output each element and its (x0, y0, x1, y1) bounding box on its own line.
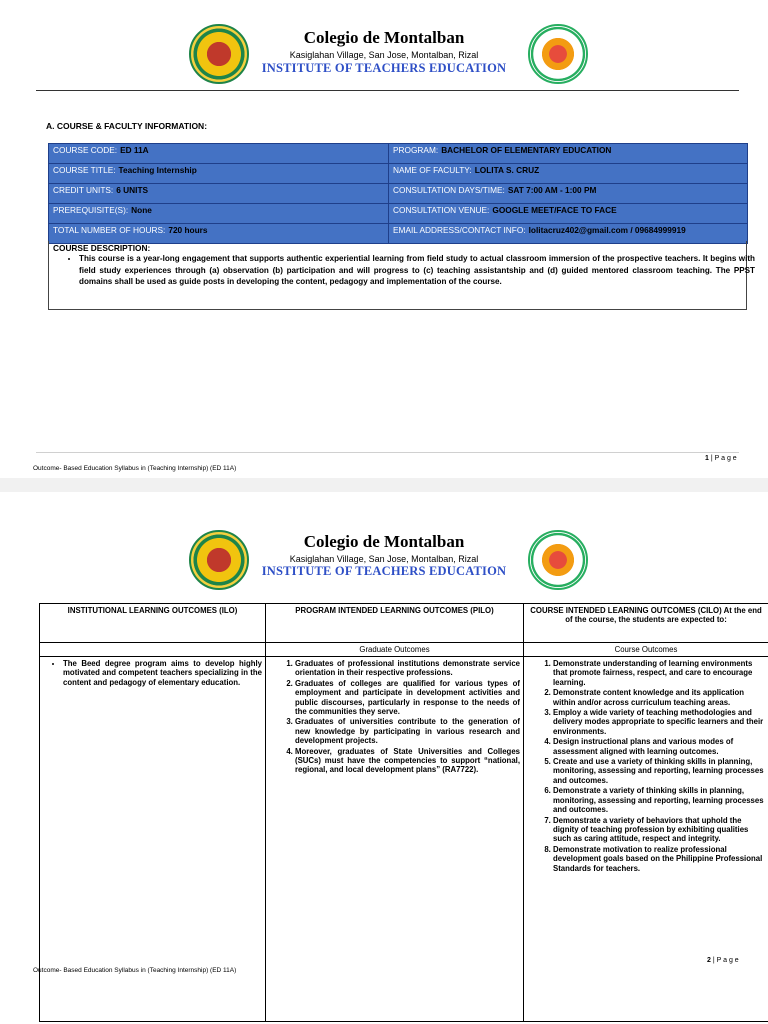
page-1 (0, 0, 768, 490)
school-address: Kasiglahan Village, San Jose, Montalban, Rizal (289, 50, 479, 60)
faculty-cell: NAME OF FACULTY: LOLITA S. CRUZ (389, 164, 748, 184)
table-header-row (40, 604, 768, 643)
cilo-item: 5. Create and use a variety of thinking skills in planning, monitoring, assessing and reporting, learning processes and outcomes. (553, 757, 765, 785)
course-description-text: • This course is a year-long engagement that supports authentic experiential learning from field study to actual classroom immersion of the prospective teachers. It begins with field study experiences through (a) observation (b) participation and will progress to (c) teaching assistantship and (d) guided mentored classroom teaching. The PPST domains shall be used as guide posts in developing the content, pedagogy and implementation of the course. (79, 253, 755, 288)
course-info-table (48, 143, 748, 244)
ilo-item: • The Beed degree program aims to develop highly motivated and competent teachers specializing in the content and pedagogy of elementary education. (63, 659, 262, 687)
cilo-header: COURSE INTENDED LEARNING OUTCOMES (CILO) At the end of the course, the students are expected to: (524, 604, 768, 643)
course-description-list (67, 253, 755, 288)
institute-name: INSTITUTE OF TEACHERS EDUCATION (261, 564, 507, 578)
prerequisite-cell: PREREQUISITE(S): None (49, 204, 389, 224)
pilo-item: 1. Graduates of professional institutions demonstrate service orientation in their respective professions. (295, 659, 520, 678)
consultation-venue-cell: CONSULTATION VENUE: GOOGLE MEET/FACE TO FACE (389, 204, 748, 224)
page-header (0, 490, 768, 578)
footer-text: Outcome- Based Education Syllabus in (Teaching Internship) (ED 11A) (33, 967, 237, 974)
table-row (49, 164, 748, 184)
cilo-subheader: Course Outcomes (524, 643, 768, 657)
ilo-header: INSTITUTIONAL LEARNING OUTCOMES (ILO) (40, 604, 266, 643)
cilo-item: 4. Design instructional plans and various modes of assessment aligned with learning outcomes. (553, 737, 765, 756)
table-row (49, 184, 748, 204)
pilo-cell (266, 657, 524, 1022)
cilo-item: 2. Demonstrate content knowledge and its application within and/or across curriculum teaching areas. (553, 688, 765, 707)
school-address: Kasiglahan Village, San Jose, Montalban, Rizal (289, 554, 479, 564)
cilo-cell (524, 657, 768, 1022)
contact-info-cell: EMAIL ADDRESS/CONTACT INFO: lolitacruz402@gmail.com / 09684999919 (389, 224, 748, 244)
table-subheader-row (40, 643, 768, 657)
total-hours-cell: TOTAL NUMBER OF HOURS: 720 hours (49, 224, 389, 244)
cilo-item: 6. Demonstrate a variety of thinking skills in planning, monitoring, assessing and reporting, learning processes and outcomes. (553, 786, 765, 814)
credit-units-cell: CREDIT UNITS: 6 UNITS (49, 184, 389, 204)
pilo-item: 3. Graduates of universities contribute to the generation of new knowledge by participating in various research and development projects. (295, 717, 520, 745)
course-title-cell: COURSE TITLE: Teaching Internship (49, 164, 389, 184)
course-description-box (48, 241, 755, 310)
footer-divider (36, 452, 739, 453)
learning-outcomes-table (39, 603, 768, 1022)
table-row (49, 144, 748, 164)
ilo-subheader (40, 643, 266, 657)
pilo-subheader: Graduate Outcomes (266, 643, 524, 657)
section-title: A. COURSE & FACULTY INFORMATION: (46, 121, 208, 131)
course-description-title: COURSE DESCRIPTION: (53, 243, 151, 253)
institute-name: INSTITUTE OF TEACHERS EDUCATION (261, 61, 507, 75)
page-number: 1 | P a g e (705, 455, 737, 462)
school-name: Colegio de Montalban (303, 28, 465, 47)
program-cell: PROGRAM: BACHELOR OF ELEMENTARY EDUCATION (389, 144, 748, 164)
footer-text: Outcome- Based Education Syllabus in (Teaching Internship) (ED 11A) (33, 465, 237, 472)
cilo-item: 7. Demonstrate a variety of behaviors that uphold the dignity of teaching profession by exhibiting qualities such as caring attitude, respect and integrity. (553, 816, 765, 844)
consultation-time-cell: CONSULTATION DAYS/TIME: SAT 7:00 AM - 1:00 PM (389, 184, 748, 204)
table-row (49, 204, 748, 224)
pilo-item: 4. Moreover, graduates of State Universities and Colleges (SUCs) must have the competencies to support “national, regional, and local development plans” (RA7722). (295, 747, 520, 775)
school-name: Colegio de Montalban (303, 532, 465, 551)
page-header (0, 0, 768, 80)
header-divider (36, 90, 739, 91)
course-code-cell: COURSE CODE: ED 11A (49, 144, 389, 164)
cilo-item: 8. Demonstrate motivation to realize professional development goals based on the Philippine Professional Standards for teachers. (553, 845, 765, 873)
page-number: 2 | P a g e (707, 957, 739, 964)
cilo-item: 3. Employ a wide variety of teaching methodologies and delivery modes appropriate to specific learners and their environments. (553, 708, 765, 736)
pilo-header: PROGRAM INTENDED LEARNING OUTCOMES (PILO) (266, 604, 524, 643)
cilo-item: 1. Demonstrate understanding of learning environments that promote fairness, respect, and care to encourage learning. (553, 659, 765, 687)
pilo-item: 2. Graduates of colleges are qualified for various types of employment and participate in development activities and public discourses, particularly in response to the needs of the communities they serve. (295, 679, 520, 717)
